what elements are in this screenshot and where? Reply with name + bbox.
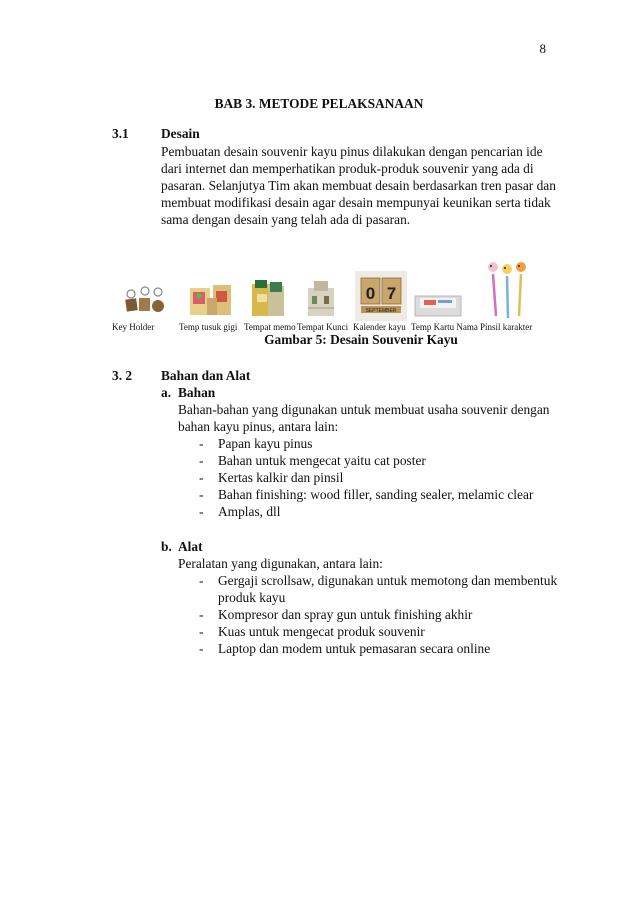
calendar-digit: 7 [386, 284, 397, 303]
paragraph-line: Peralatan yang digunakan, antara lain: [178, 556, 383, 571]
figure-label-card-holder: Temp Kartu Nama [411, 322, 478, 332]
list-item: Kompresor dan spray gun untuk finishing akhir [218, 607, 473, 622]
subsection-title-bahan: Bahan [178, 385, 216, 400]
bullet-dash: - [199, 641, 204, 656]
list-item: Amplas, dll [218, 504, 281, 519]
memo-holder-image [252, 280, 284, 316]
subsection-title-alat: Alat [178, 539, 203, 554]
page-number: 8 [539, 41, 546, 56]
bullet-dash: - [199, 607, 204, 622]
bullet-dash: - [199, 487, 204, 502]
list-marker: b. [161, 539, 172, 554]
paragraph-line: sama dengan desain yang telah ada di pasaran. [161, 212, 411, 227]
bullet-dash: - [199, 624, 204, 639]
list-marker: a. [161, 385, 172, 400]
section-number-materials: 3. 2 [112, 368, 133, 383]
list-item: Kuas untuk mengecat produk souvenir [218, 624, 425, 639]
calendar-month: SEPTEMBER [365, 308, 397, 314]
paragraph-line: membuat modifikasi desain agar desain mempunyai keunikan serta tidak [161, 195, 551, 210]
bullet-dash: - [199, 573, 204, 588]
list-item: Papan kayu pinus [218, 436, 313, 451]
figure-caption: Gambar 5: Desain Souvenir Kayu [264, 332, 458, 347]
list-item-continuation: produk kayu [218, 590, 286, 605]
paragraph-line: Bahan-bahan yang digunakan untuk membuat usaha souvenir dengan [178, 402, 550, 417]
souvenir-figure [112, 258, 536, 323]
bullet-dash: - [199, 504, 204, 519]
card-holder-image [415, 296, 461, 316]
bullet-dash: - [199, 470, 204, 485]
list-item: Bahan untuk mengecat yaitu cat poster [218, 453, 426, 468]
figure-label-pencil: Pinsil karakter [480, 322, 533, 332]
figure-label-key-holder: Key Holder [112, 322, 155, 332]
figure-label-key-box: Tempat Kunci [297, 322, 349, 332]
paragraph-line: bahan kayu pinus, antara lain: [178, 419, 339, 434]
key-holder-image [125, 287, 164, 312]
paragraph-line: Pembuatan desain souvenir kayu pinus dilakukan dengan pencarian ide [161, 144, 543, 159]
calendar-image [355, 271, 407, 321]
paragraph-line: dari internet dan memperhatikan produk-produk souvenir yang ada di [161, 161, 534, 176]
list-item: Bahan finishing: wood filler, sanding sealer, melamic clear [218, 487, 534, 502]
list-item: Laptop dan modem untuk pemasaran secara online [218, 641, 491, 656]
chapter-title: BAB 3. METODE PELAKSANAAN [214, 96, 424, 111]
section-title-design: Desain [161, 126, 200, 141]
paragraph-line: pasaran. Selanjutya Tim akan membuat desain berdasarkan tren pasar dan [161, 178, 556, 193]
list-item: Gergaji scrollsaw, digunakan untuk memotong dan membentuk [218, 573, 558, 588]
figure-label-calendar: Kalender kayu [353, 322, 406, 332]
toothpick-holder-image [190, 285, 231, 315]
section-number-design: 3.1 [112, 126, 129, 141]
calendar-digit: 0 [365, 284, 376, 303]
list-item: Kertas kalkir dan pinsil [218, 470, 344, 485]
bullet-dash: - [199, 453, 204, 468]
figure-label-toothpick: Temp tusuk gigi [179, 322, 238, 332]
bullet-dash: - [199, 436, 204, 451]
figure-label-memo: Tempat memo [244, 322, 296, 332]
character-pencil-image [488, 262, 526, 318]
key-box-image [308, 281, 334, 316]
section-title-materials: Bahan dan Alat [161, 368, 251, 383]
